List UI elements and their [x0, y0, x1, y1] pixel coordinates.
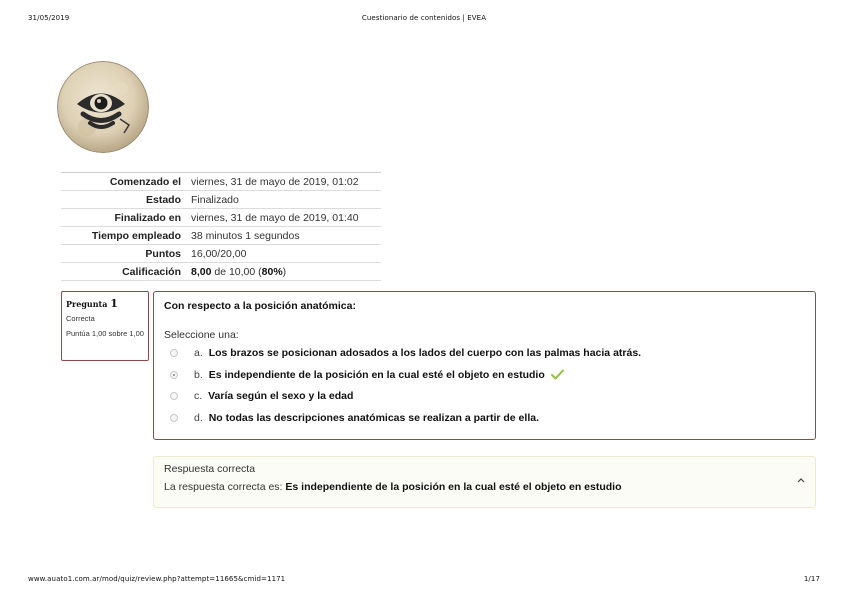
- question-number: [66, 297, 144, 312]
- answer-prompt: Seleccione una:: [164, 329, 239, 341]
- print-url: www.auato1.com.ar/mod/quiz/review.php?attempt=11665&cmid=1171: [28, 575, 286, 583]
- question-content-box: [153, 291, 816, 440]
- question-prefix: Pregunta: [66, 299, 108, 309]
- question-marks: Puntúa 1,00 sobre 1,00: [66, 328, 144, 338]
- feedback-box: [153, 456, 816, 508]
- grade-percent: 80%: [261, 265, 283, 278]
- attempt-summary-table: [61, 172, 381, 281]
- question-info-box: [61, 291, 149, 361]
- answer-option-a[interactable]: [164, 343, 805, 365]
- grade-value: [186, 263, 381, 281]
- question-text: Con respecto a la posición anatómica:: [164, 300, 356, 312]
- feedback-correct-answer: [164, 481, 805, 493]
- answer-option-d[interactable]: [164, 408, 805, 430]
- answer-letter: a.: [194, 347, 203, 359]
- chevron-up-icon[interactable]: [797, 477, 805, 483]
- grade-mid: de 10,00 (: [211, 265, 262, 278]
- answer-radio[interactable]: [170, 392, 178, 400]
- grade-close: ): [282, 265, 287, 278]
- summary-label: Puntos: [145, 247, 181, 260]
- print-date: 31/05/2019: [28, 14, 70, 22]
- question-number-value: 1: [110, 297, 118, 310]
- site-logo: [57, 61, 149, 153]
- summary-value: 16,00/20,00: [191, 247, 247, 260]
- feedback-answer: Es independiente de la posición en la cual esté el objeto en estudio: [285, 481, 622, 493]
- summary-row: [61, 173, 381, 191]
- summary-value: Finalizado: [191, 193, 239, 206]
- answer-text: Los brazos se posicionan adosados a los lados del cuerpo con las palmas hacia atrás.: [208, 347, 642, 359]
- summary-value: viernes, 31 de mayo de 2019, 01:40: [191, 211, 359, 224]
- print-title: Cuestionario de contenidos | EVEA: [361, 14, 487, 22]
- grade-score: 8,00: [191, 265, 212, 278]
- correct-check-icon: [551, 369, 564, 380]
- grade-label: Calificación: [122, 265, 181, 278]
- answer-letter: d.: [194, 411, 203, 424]
- summary-row-grade: [61, 263, 381, 281]
- summary-row: [61, 227, 381, 245]
- answer-letter: c.: [194, 390, 203, 402]
- question-state: Correcta: [66, 313, 95, 323]
- answer-text: Varía según el sexo y la edad: [208, 390, 354, 402]
- feedback-prefix: La respuesta correcta es:: [164, 481, 286, 493]
- summary-value: viernes, 31 de mayo de 2019, 01:02: [191, 175, 359, 188]
- answer-radio[interactable]: [170, 349, 178, 357]
- summary-label: Estado: [145, 193, 181, 206]
- eye-logo-icon: [57, 61, 149, 153]
- summary-label: Comenzado el: [109, 175, 181, 188]
- answer-option-b[interactable]: [164, 365, 805, 387]
- answer-radio[interactable]: [170, 414, 178, 422]
- answer-option-c[interactable]: [164, 386, 805, 408]
- summary-row: [61, 245, 381, 263]
- answer-text: Es independiente de la posición en la cual esté el objeto en estudio: [208, 368, 545, 381]
- print-page-number: 1/17: [803, 575, 820, 583]
- summary-label: Finalizado en: [114, 211, 181, 224]
- summary-row: [61, 209, 381, 227]
- answer-list: [164, 343, 805, 429]
- answer-letter: b.: [194, 368, 203, 381]
- feedback-title: Respuesta correcta: [164, 463, 256, 475]
- answer-radio-selected[interactable]: [170, 371, 178, 379]
- answer-text: No todas las descripciones anatómicas se realizan a partir de ella.: [208, 411, 539, 424]
- summary-label: Tiempo empleado: [91, 229, 181, 242]
- summary-row: [61, 191, 381, 209]
- summary-value: 38 minutos 1 segundos: [191, 229, 300, 242]
